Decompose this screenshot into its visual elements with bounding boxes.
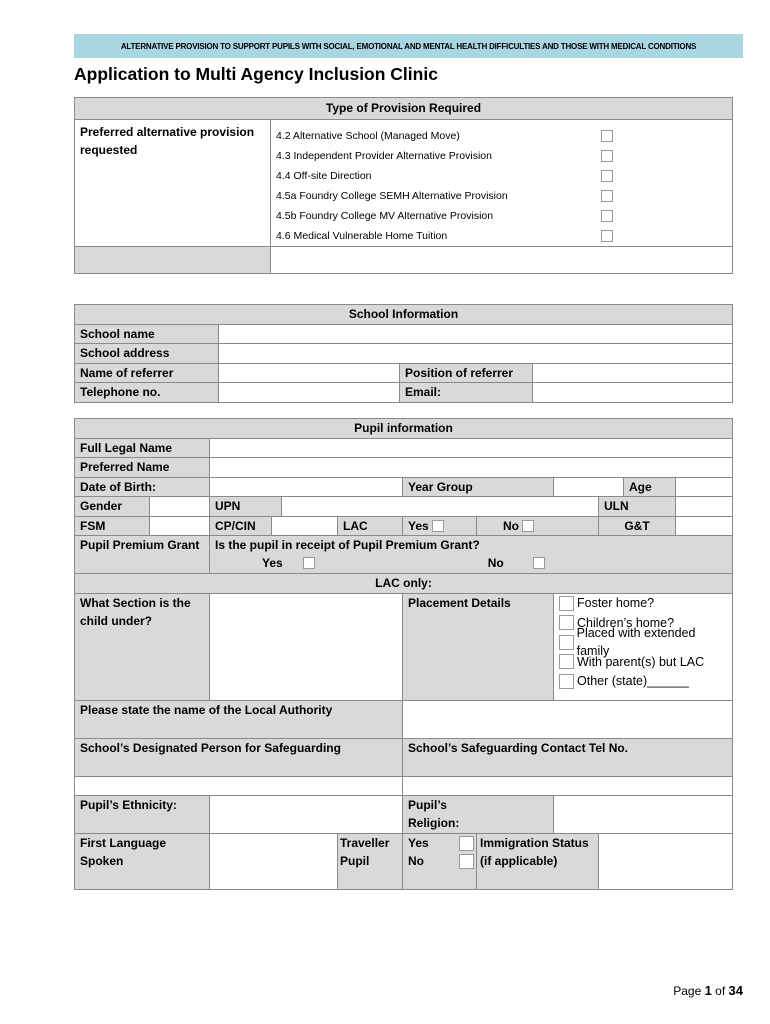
lac-only-header: LAC only:	[75, 574, 733, 594]
provision-option	[276, 166, 727, 186]
school-header: School Information	[75, 305, 733, 325]
local-authority-label: Please state the name of the Local Authority	[75, 700, 403, 738]
page-footer	[673, 983, 743, 998]
pupil-header: Pupil information	[75, 419, 733, 439]
telephone-label: Telephone no.	[75, 383, 219, 403]
provision-option	[276, 126, 727, 146]
lac-label: LAC	[338, 516, 403, 536]
telephone-field[interactable]	[219, 383, 400, 403]
placement-option-label: Foster home?	[577, 596, 655, 611]
dob-label: Date of Birth:	[75, 477, 210, 497]
school-table	[74, 304, 733, 403]
full-name-field[interactable]	[210, 438, 733, 458]
provision-option-label: 4.3 Independent Provider Alternative Provision	[276, 150, 492, 162]
placement-option	[559, 672, 727, 692]
age-field[interactable]	[676, 477, 733, 497]
school-address-label: School address	[75, 344, 219, 364]
placement-checkbox[interactable]	[559, 674, 574, 689]
provision-checkbox[interactable]	[601, 170, 613, 182]
uln-field[interactable]	[676, 497, 733, 517]
traveller-yes-label: Yes	[408, 836, 429, 850]
placement-option	[559, 652, 727, 672]
provision-option	[276, 146, 727, 166]
preferred-name-field[interactable]	[210, 458, 733, 478]
of-word: of	[715, 984, 726, 998]
upn-field[interactable]	[282, 497, 599, 517]
provision-option-label: 4.4 Off-site Direction	[276, 170, 372, 182]
religion-label: Pupil’s Religion:	[403, 796, 554, 834]
cpcin-field[interactable]	[272, 516, 338, 536]
section-field[interactable]	[210, 593, 403, 700]
provision-option-label: 4.5b Foundry College MV Alternative Provision	[276, 210, 494, 222]
placement-option	[559, 594, 727, 614]
traveller-no-checkbox[interactable]	[459, 854, 474, 869]
provision-option-label: 4.5a Foundry College SEMH Alternative Provision	[276, 190, 508, 202]
placement-option-label: Placed with extended family	[576, 626, 696, 659]
religion-field[interactable]	[554, 796, 733, 834]
provision-extra-field[interactable]	[271, 247, 733, 274]
first-language-field[interactable]	[210, 834, 338, 890]
provision-checkbox[interactable]	[601, 230, 613, 242]
pp-yes-checkbox[interactable]	[303, 557, 315, 569]
lac-yes-checkbox[interactable]	[432, 520, 444, 532]
pupil-premium-question: Is the pupil in receipt of Pupil Premium Grant?	[215, 538, 480, 552]
placement-checkbox[interactable]	[559, 654, 574, 669]
uln-label: ULN	[599, 497, 676, 517]
placement-checkbox[interactable]	[559, 596, 574, 611]
traveller-no-label: No	[408, 854, 424, 868]
local-authority-field[interactable]	[403, 700, 733, 738]
cpcin-label: CP/CIN	[210, 516, 272, 536]
designated-person-label: School’s Designated Person for Safeguarding	[75, 738, 403, 776]
fsm-label: FSM	[75, 516, 150, 536]
provision-option-label: 4.2 Alternative School (Managed Move)	[276, 130, 460, 142]
provision-option	[276, 206, 727, 226]
email-field[interactable]	[533, 383, 733, 403]
page-number: 1	[704, 983, 712, 998]
gt-field[interactable]	[676, 516, 733, 536]
referrer-position-label: Position of referrer	[400, 363, 533, 383]
placement-option-label: Children’s home?	[577, 615, 675, 630]
dob-field[interactable]	[210, 477, 403, 497]
year-group-label: Year Group	[403, 477, 554, 497]
school-name-field[interactable]	[219, 324, 733, 344]
school-address-field[interactable]	[219, 344, 733, 364]
provision-option	[276, 186, 727, 206]
gt-label: G&T	[599, 516, 676, 536]
provision-checkbox[interactable]	[601, 190, 613, 202]
page-total: 34	[728, 983, 743, 998]
pupil-premium-label: Pupil Premium Grant	[75, 536, 210, 574]
gender-label: Gender	[75, 497, 150, 517]
provision-checkbox[interactable]	[601, 210, 613, 222]
placement-option-label: Other (state)______	[577, 674, 689, 689]
traveller-yes-checkbox[interactable]	[459, 836, 474, 851]
page-word: Page	[673, 984, 702, 998]
placement-option	[559, 626, 727, 659]
section-label: What Section is the child under?	[75, 593, 210, 700]
placement-label: Placement Details	[403, 593, 554, 700]
referrer-name-label: Name of referrer	[75, 363, 219, 383]
full-name-label: Full Legal Name	[75, 438, 210, 458]
upn-label: UPN	[210, 497, 282, 517]
pp-no-checkbox[interactable]	[533, 557, 545, 569]
pp-yes-label: Yes	[262, 556, 283, 570]
header-banner: ALTERNATIVE PROVISION TO SUPPORT PUPILS WITH SOCIAL, EMOTIONAL AND MENTAL HEALTH DIFFICULTIES AND THOSE WITH MEDICAL CONDITIONS	[74, 34, 743, 58]
gender-field[interactable]	[150, 497, 210, 517]
preferred-name-label: Preferred Name	[75, 458, 210, 478]
first-language-label: First Language Spoken	[75, 834, 210, 890]
traveller-label: Traveller Pupil	[338, 834, 403, 890]
lac-no-label: No	[503, 518, 519, 533]
safeguarding-tel-label: School’s Safeguarding Contact Tel No.	[403, 738, 733, 776]
provision-checkbox[interactable]	[601, 130, 613, 142]
provision-option	[276, 226, 727, 246]
page-title: Application to Multi Agency Inclusion Clinic	[74, 64, 438, 84]
email-label: Email:	[400, 383, 533, 403]
pupil-table	[74, 418, 733, 890]
provision-label: Preferred alternative provision requested	[75, 120, 271, 247]
referrer-name-field[interactable]	[219, 363, 400, 383]
pp-no-label: No	[487, 556, 504, 570]
lac-yes-label: Yes	[408, 518, 429, 533]
referrer-position-field[interactable]	[533, 363, 733, 383]
school-name-label: School name	[75, 324, 219, 344]
age-label: Age	[624, 477, 676, 497]
immigration-label: Immigration Status (if applicable)	[477, 834, 599, 890]
immigration-field[interactable]	[599, 834, 733, 890]
year-group-field[interactable]	[554, 477, 624, 497]
placement-checkbox[interactable]	[559, 615, 574, 630]
ethnicity-label: Pupil’s Ethnicity:	[75, 796, 210, 834]
fsm-field[interactable]	[150, 516, 210, 536]
provision-extra-label	[75, 247, 271, 274]
designated-person-field[interactable]	[75, 776, 403, 796]
safeguarding-tel-field[interactable]	[403, 776, 733, 796]
lac-no-checkbox[interactable]	[522, 520, 534, 532]
provision-option-label: 4.6 Medical Vulnerable Home Tuition	[276, 230, 448, 242]
provision-checkbox[interactable]	[601, 150, 613, 162]
placement-checkbox[interactable]	[559, 635, 574, 650]
ethnicity-field[interactable]	[210, 796, 403, 834]
provision-table	[74, 97, 733, 274]
placement-option-label: With parent(s) but LAC	[577, 654, 705, 669]
provision-header: Type of Provision Required	[75, 98, 733, 120]
